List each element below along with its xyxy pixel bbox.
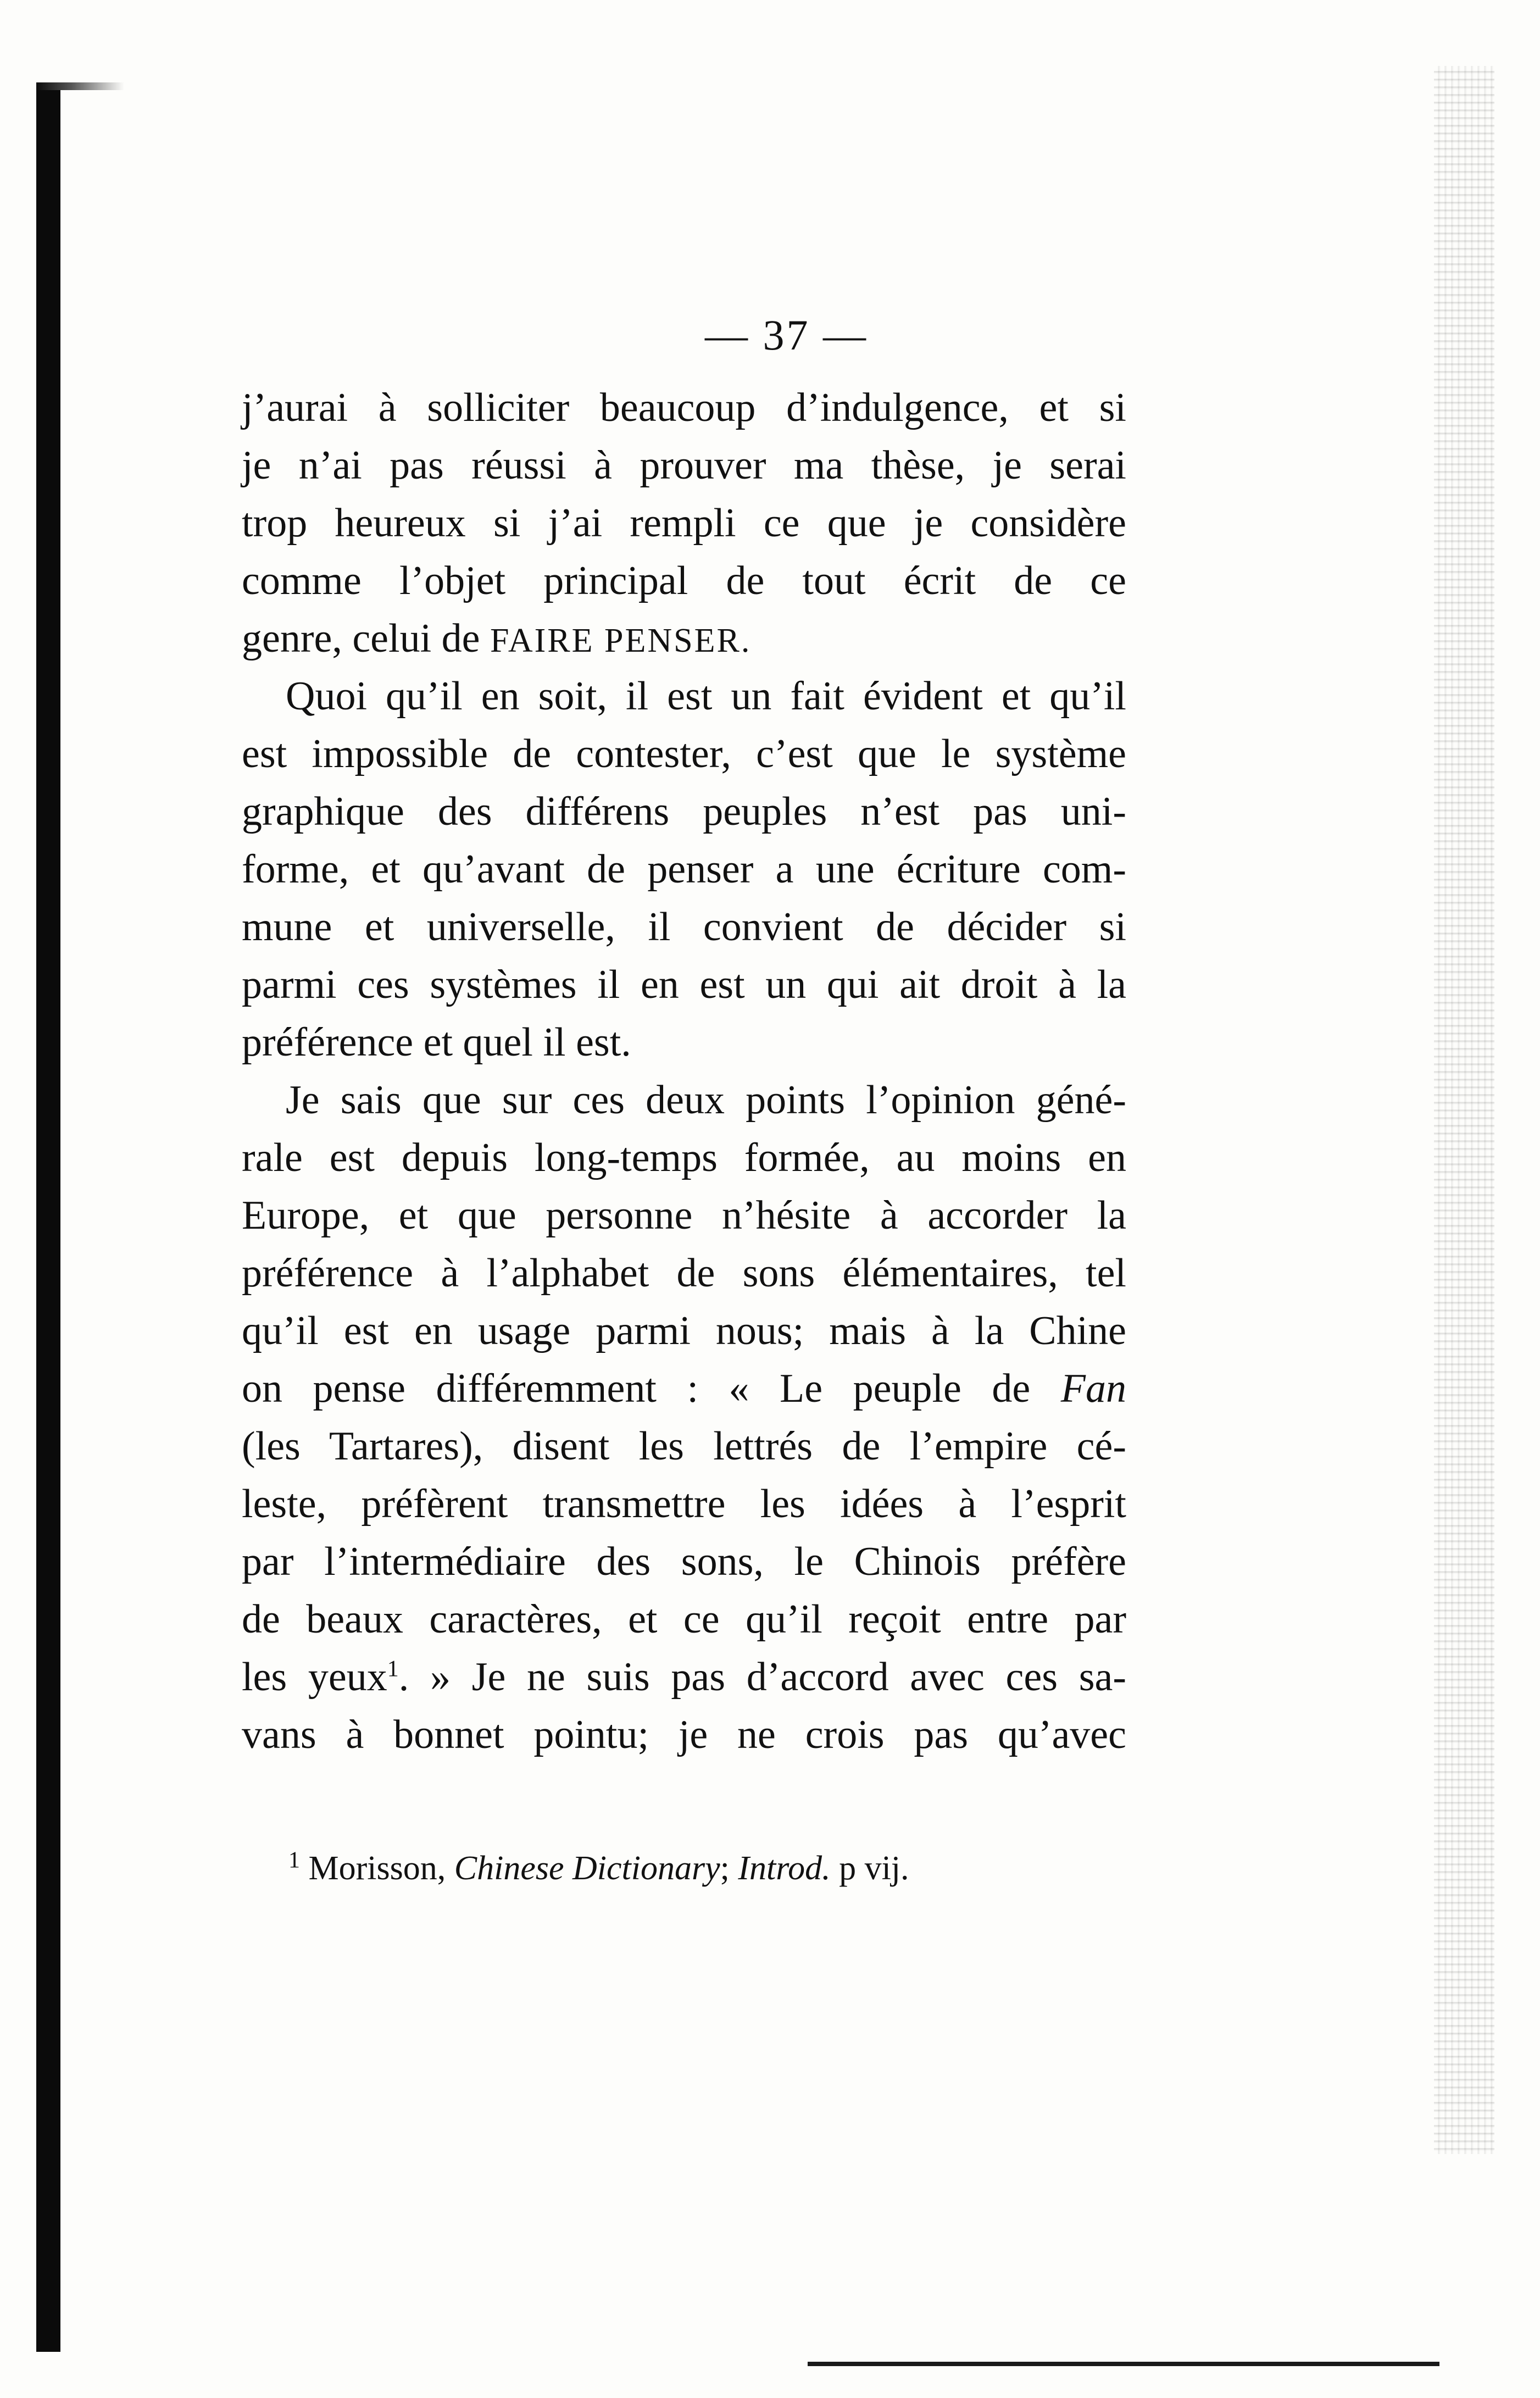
text-line (242, 1360, 1126, 1418)
text-line: mune et universelle, il convient de décider si (242, 904, 1126, 950)
body-text (242, 379, 1126, 1764)
footnote-reference: 1 (387, 1656, 399, 1682)
page-right-edge-bleedthrough (1434, 66, 1494, 2154)
text-line: parmi ces systèmes il en est un qui ait droit à la (242, 962, 1126, 1007)
text-line: je n’ai pas réussi à prouver ma thèse, je serai (242, 443, 1126, 488)
footnote-section: Introd. (738, 1850, 831, 1887)
text-line: trop heureux si j’ai rempli ce que je considère (242, 501, 1126, 546)
footnote-title: Chinese Dictionary (454, 1850, 720, 1887)
footnote-separator: ; (720, 1850, 730, 1887)
text-fragment: . » Je ne suis pas d’accord avec ces sa- (398, 1655, 1126, 1700)
text-line: est impossible de contester, c’est que le système (242, 731, 1126, 776)
page-top-edge-shadow (36, 82, 124, 90)
paragraph-first-line: Quoi qu’il en soit, il est un fait évident et qu’il (286, 674, 1126, 719)
italic-word: Fan (1060, 1366, 1126, 1411)
page-number: — 37 — (705, 311, 868, 359)
paragraph-first-line: Je sais que sur ces deux points l’opinion géné- (286, 1078, 1126, 1123)
text-line: vans à bonnet pointu; je ne crois pas qu’avec (242, 1712, 1126, 1757)
footnote-marker: 1 (288, 1847, 300, 1873)
text-line: préférence à l’alphabet de sons élémentaires, tel (242, 1251, 1126, 1296)
text-line: leste, préfèrent transmettre les idées à l’esprit (242, 1481, 1126, 1526)
text-line (242, 610, 1126, 668)
text-line: j’aurai à solliciter beaucoup d’indulgence, et si (242, 385, 1126, 430)
text-line (242, 1648, 1126, 1706)
text-fragment: on pense différemment : « Le peuple de (242, 1366, 1031, 1411)
footnote-page: p vij. (839, 1850, 909, 1887)
text-line: Europe, et que personne n’hésite à accorder la (242, 1193, 1126, 1238)
text-fragment: genre, celui de (242, 616, 480, 661)
text-line: de beaux caractères, et ce qu’il reçoit entre par (242, 1597, 1126, 1642)
page-left-edge-shadow (36, 82, 60, 2352)
footnote (288, 1846, 1113, 1890)
text-line: rale est depuis long-temps formée, au moins en (242, 1135, 1126, 1180)
page-bottom-edge-rule (808, 2362, 1439, 2366)
text-line: comme l’objet principal de tout écrit de ce (242, 558, 1126, 603)
text-line: graphique des différens peuples n’est pas uni- (242, 789, 1126, 834)
text-line: qu’il est en usage parmi nous; mais à la Chine (242, 1308, 1126, 1353)
footnote-author: Morisson, (308, 1850, 446, 1887)
text-line: (les Tartares), disent les lettrés de l’empire cé- (242, 1424, 1126, 1469)
text-line: préférence et quel il est. (242, 1020, 631, 1065)
text-fragment: les yeux (242, 1655, 387, 1700)
text-line: par l’intermédiaire des sons, le Chinois préfère (242, 1539, 1126, 1584)
text-line: forme, et qu’avant de penser a une écriture com- (242, 847, 1126, 892)
small-caps-emphasis: FAIRE PENSER. (490, 622, 752, 659)
